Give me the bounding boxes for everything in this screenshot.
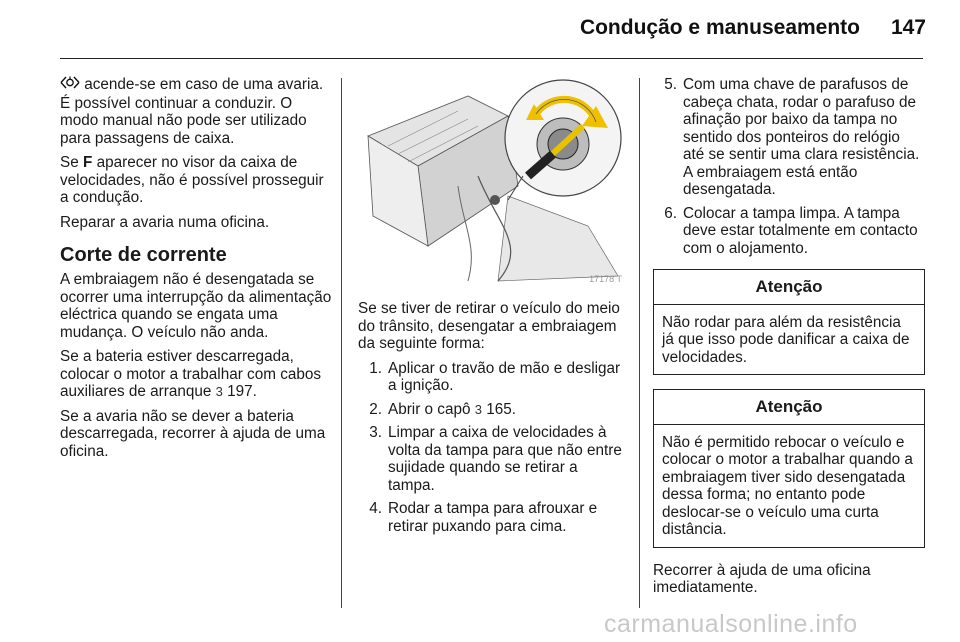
text-fragment: Abrir o capô [388,400,475,418]
column-1 [60,76,332,467]
paragraph-repair: Reparar a avaria numa oficina. [60,213,270,231]
step-text: Colocar a tampa limpa. A tampa deve estar totalmente em contacto com o alojamento. [683,204,918,257]
page-number: 147 [890,16,926,39]
text-fragment: Se a bateria estiver descarregada, colocar o motor a trabalhar com cabos auxiliares de arranque [60,348,322,400]
paragraph-text: acende-se em caso de uma avaria. É possível continuar a conduzir. O modo manual não pode ser utilizado para passagens de caixa. [60,76,324,147]
text-fragment: . [252,383,257,400]
paragraph-intro: Se se tiver de retirar o veículo do meio do trânsito, desengatar a embraiagem da seguinte forma: [358,300,620,352]
paragraph-battery [60,348,332,401]
list-item [358,360,626,395]
page-reference[interactable]: 197 [227,383,253,400]
step-number: 6. [664,204,677,222]
step-number: 5. [664,76,677,93]
step-text [388,401,626,419]
list-item [653,205,925,258]
figure-id: 17178 T [589,274,622,284]
paragraph-workshop: Se a avaria não se dever a bateria descarregada, recorrer à ajuda de uma oficina. [60,407,326,460]
section-heading: Corte de corrente [60,244,227,266]
warning-box [653,389,925,548]
column-2 [358,300,626,541]
list-item [358,424,626,494]
paragraph-warning-light [60,76,332,147]
step-text: Limpar a caixa de velocidades à volta da tampa para que não entre sujidade quando se retirar a tampa. [388,424,622,494]
step-text: Com uma chave de parafusos de cabeça chata, rodar o parafuso de afinação por baixo da tampa no sentido dos ponteiros do relógio até se sentir uma clara resistência. A embraiagem está então desengatada. [683,76,920,198]
step-text: Rodar a tampa para afrouxar e retirar puxando para cima. [388,500,598,535]
paragraph-closing: Recorrer à ajuda de uma oficina imediatamente. [653,561,871,596]
text-fragment: aparecer no visor da caixa de velocidades, não é possível prosseguir a condução. [60,154,324,206]
watermark: carmanualsonline.info [604,610,858,638]
warning-body: Não é permitido rebocar o veículo e colocar o motor a trabalhar quando a embraiagem tiver sido desengatada dessa forma; no entanto pode deslocar-se o veículo uma curta distância. [662,433,913,538]
warning-box [653,269,925,375]
warning-title: Atenção [654,270,924,305]
list-item [358,500,626,535]
page-reference-icon: 3 [215,384,223,399]
display-letter-f: F [82,154,93,171]
step-number: 4. [369,500,382,517]
text-fragment: Se [60,154,83,171]
step-number: 2. [369,400,382,418]
column-divider-right [639,78,640,608]
text-fragment: . [511,400,516,418]
header-divider [60,58,923,59]
list-item [358,401,626,419]
paragraph-power-cut: A embraiagem não é desengatada se ocorrer uma interrupção da alimentação eléctrica quando se engata uma mudança. O veículo não anda. [60,271,332,341]
engine-illustration [358,76,626,286]
warning-title: Atenção [654,390,924,425]
step-text: Aplicar o travão de mão e desligar a ignição. [388,359,621,394]
paragraph-f-display [60,154,332,207]
page-reference-icon: 3 [474,401,482,417]
page-reference[interactable]: 165 [486,400,512,418]
list-item [653,76,925,199]
page-title: Condução e manuseamento [579,16,860,39]
column-divider-left [341,78,342,608]
step-number: 3. [369,424,382,441]
step-number: 1. [369,359,382,377]
column-3 [653,76,925,604]
gearbox-warning-icon [60,76,80,95]
warning-body: Não rodar para além da resistência já que isso pode danificar a caixa de velocidades. [662,313,910,366]
